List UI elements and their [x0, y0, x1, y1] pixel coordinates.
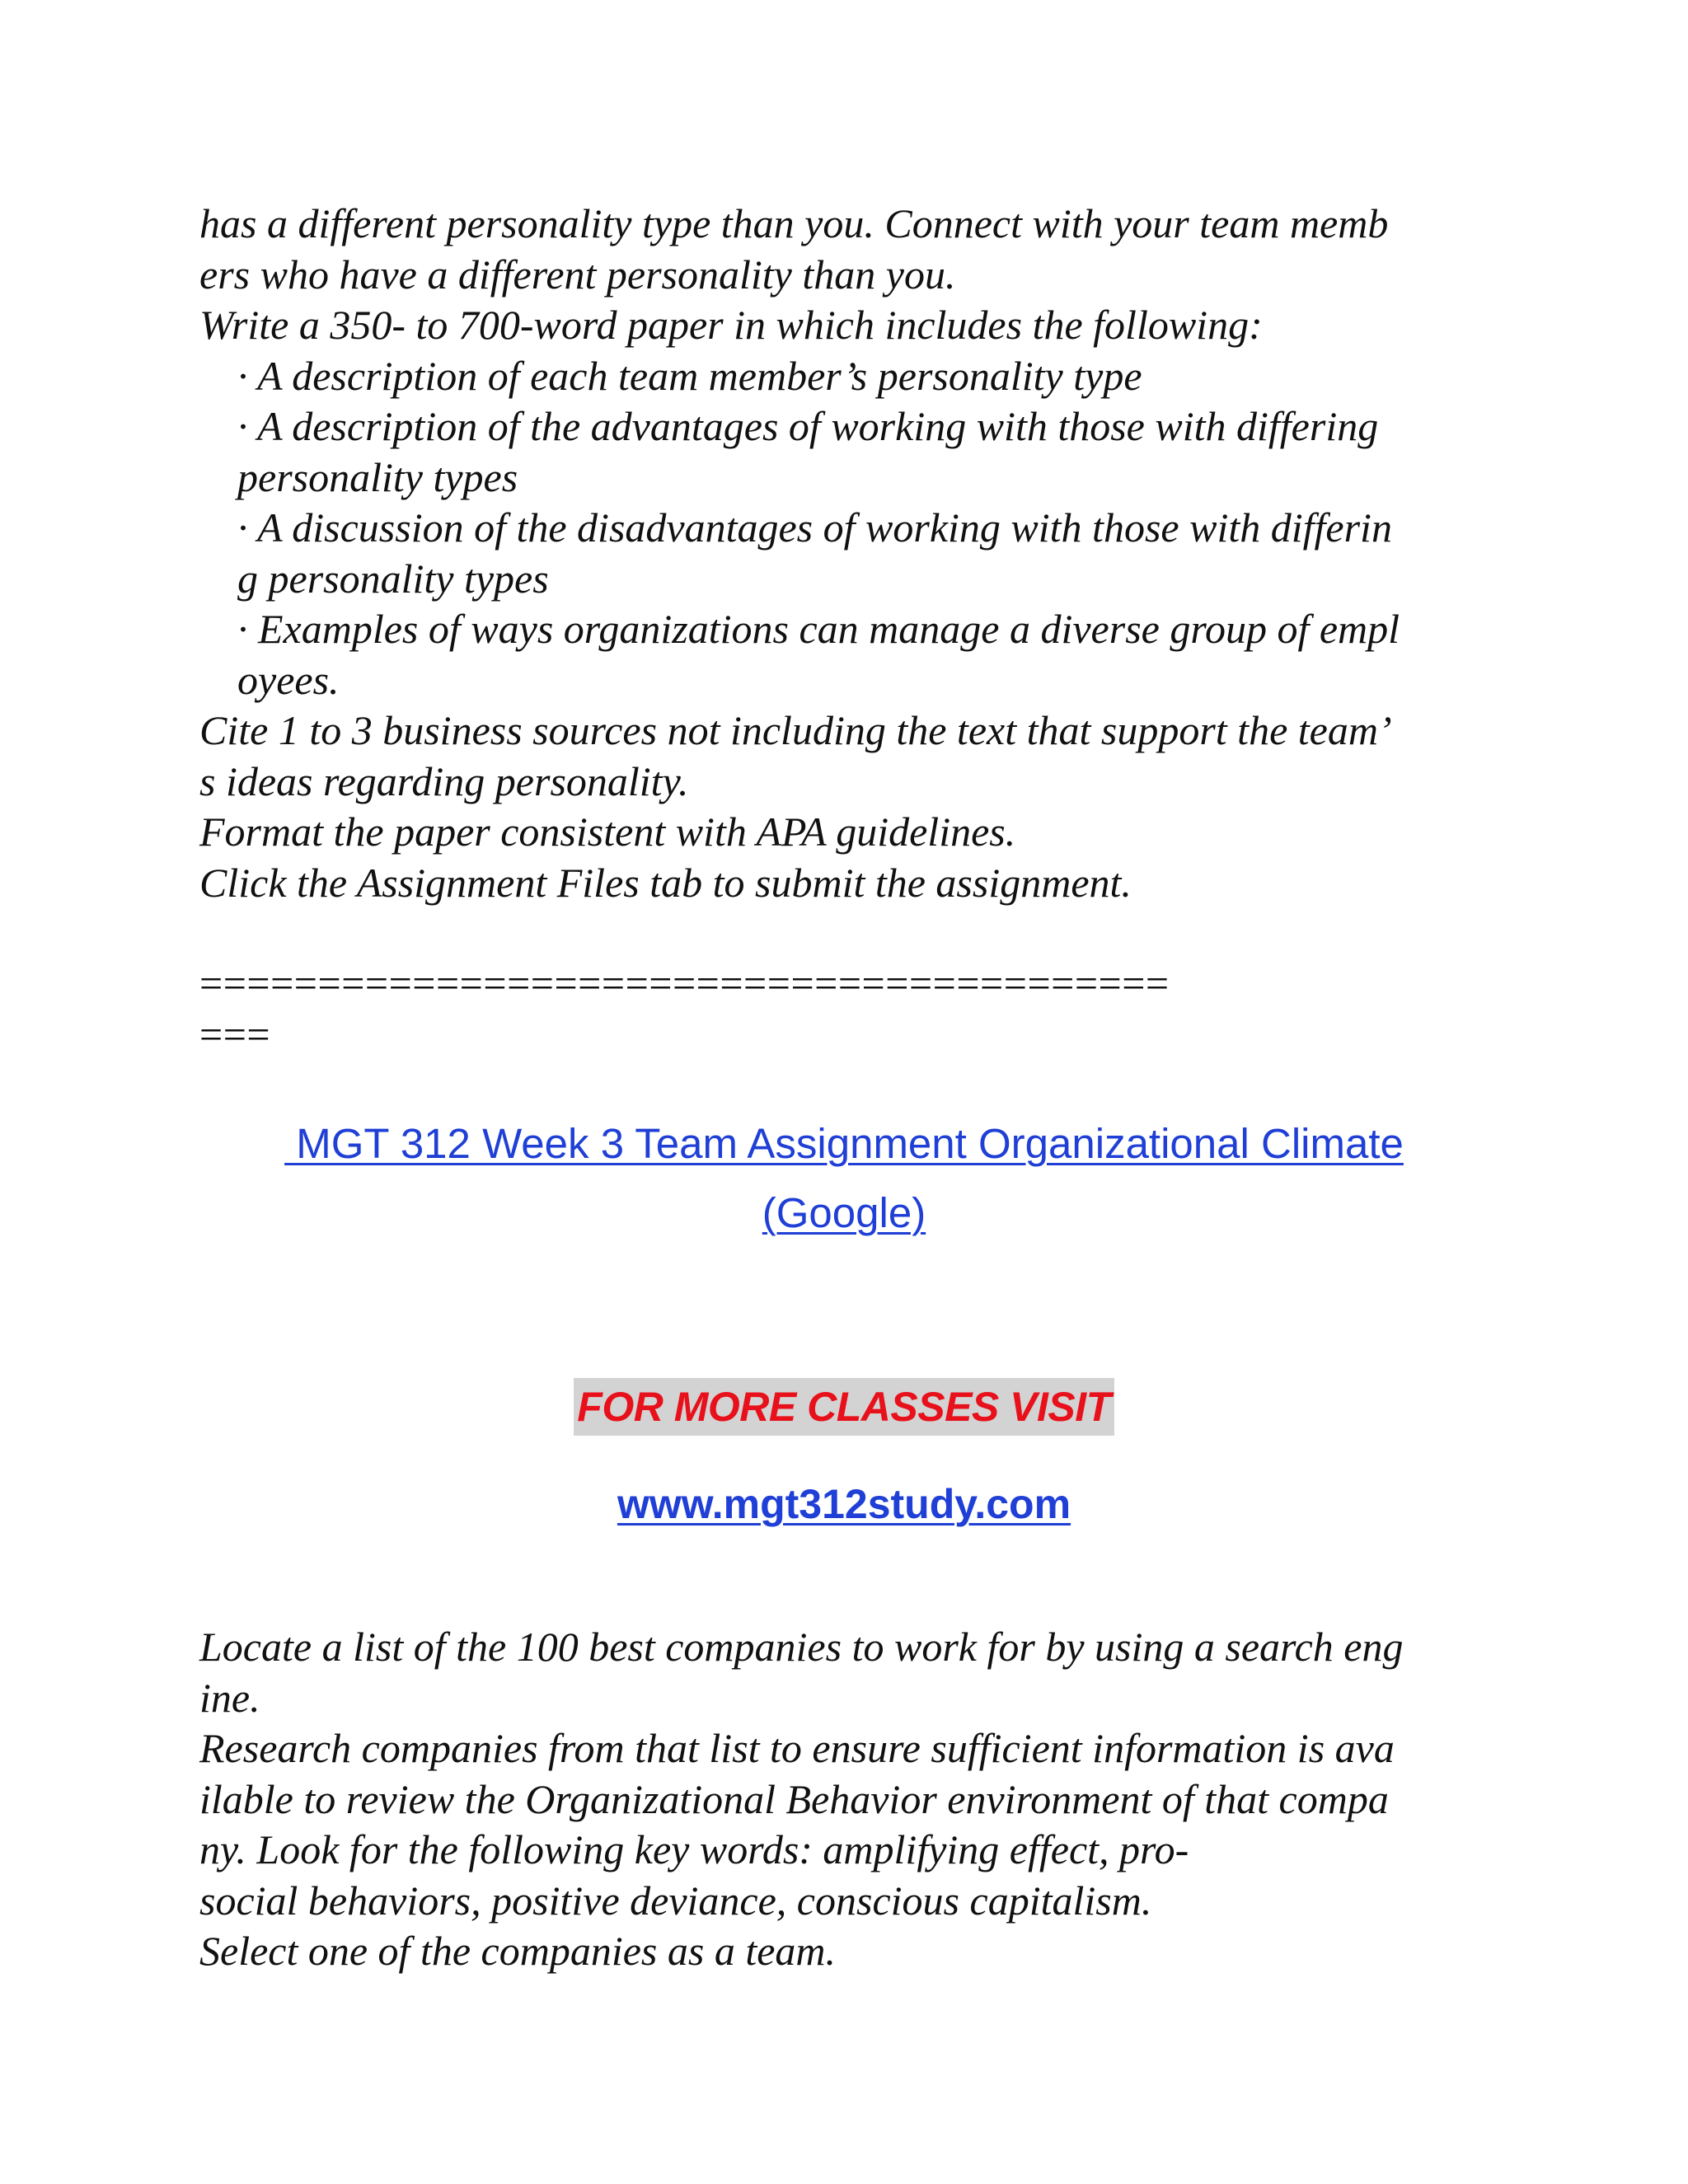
promo-url-block — [0, 1475, 1688, 1533]
body-line: ine. — [199, 1674, 260, 1721]
assignment-title-link[interactable]: MGT 312 Week 3 Team Assignment Organizational Climate — [284, 1120, 1404, 1167]
body-line: ny. Look for the following key words: amplifying effect, pro- — [199, 1826, 1189, 1872]
bullet-item: · A discussion of the disadvantages of working with those with differin — [237, 504, 1392, 551]
body-line: Click the Assignment Files tab to submit the assignment. — [199, 859, 1132, 906]
body-line: social behaviors, positive deviance, conscious capitalism. — [199, 1877, 1152, 1924]
body-line: Research companies from that list to ensure sufficient information is ava — [199, 1725, 1395, 1771]
bullet-item: · A description of each team member’s personality type — [237, 352, 1142, 399]
promo-text: FOR MORE CLASSES VISIT — [574, 1378, 1114, 1436]
separator-line: ========================================= — [199, 960, 1170, 1006]
next-assignment-title — [0, 1109, 1688, 1248]
separator-line: === — [199, 1010, 271, 1057]
separator — [199, 958, 1518, 1060]
body-line: Locate a list of the 100 best companies to work for by using a search eng — [199, 1624, 1404, 1670]
bullet-item-continued: personality types — [237, 453, 518, 500]
website-link[interactable]: www.mgt312study.com — [617, 1481, 1071, 1527]
body-line: has a different personality type than you. Connect with your team memb — [199, 200, 1389, 246]
body-line: ers who have a different personality than you. — [199, 251, 956, 298]
assignment-two-body — [199, 1622, 1502, 1977]
body-line: Write a 350- to 700-word paper in which includes the following: — [199, 302, 1263, 348]
body-line: s ideas regarding personality. — [199, 757, 689, 804]
bullet-item: · A description of the advantages of working with those with differing — [237, 403, 1379, 449]
bullet-item-continued: g personality types — [237, 555, 549, 602]
bullet-item: · Examples of ways organizations can manage a diverse group of empl — [237, 606, 1400, 652]
promo-banner — [0, 1378, 1688, 1436]
body-line: Cite 1 to 3 business sources not including the text that support the team’ — [199, 707, 1392, 753]
assignment-title-link-continued[interactable]: (Google) — [762, 1189, 926, 1236]
bullet-item-continued: oyees. — [237, 656, 340, 703]
body-line: Format the paper consistent with APA guidelines. — [199, 808, 1016, 855]
assignment-one-body — [199, 199, 1502, 908]
body-line: ilable to review the Organizational Behavior environment of that compa — [199, 1775, 1389, 1822]
body-line: Select one of the companies as a team. — [199, 1928, 837, 1974]
